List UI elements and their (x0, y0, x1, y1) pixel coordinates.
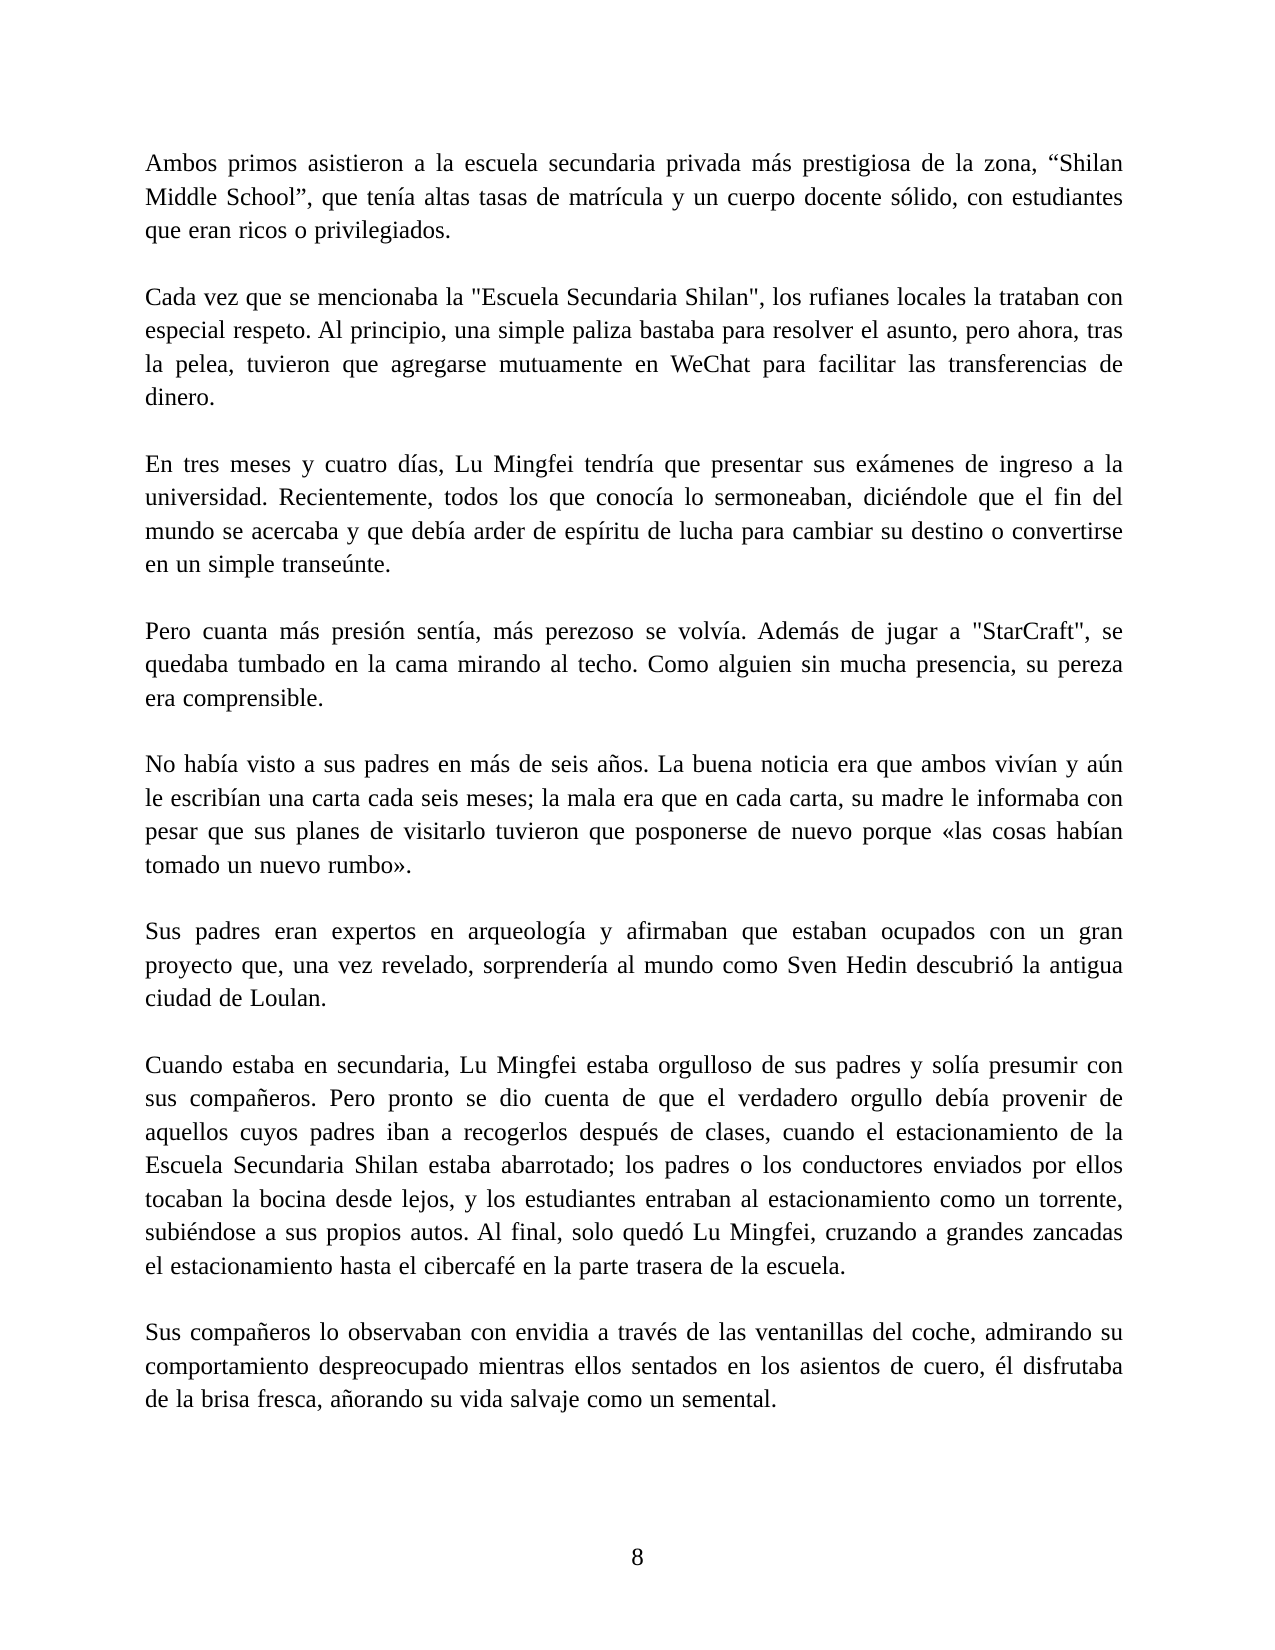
paragraph: Cada vez que se mencionaba la "Escuela Secundaria Shilan", los rufianes locales la trataban con especial respeto. Al principio, una simple paliza bastaba para resolver el asunto, pero ahora, tras la pelea, tuvieron que agregarse mutuamente en WeChat para facilitar las transferencias de dinero. (145, 283, 1123, 411)
paragraph: En tres meses y cuatro días, Lu Mingfei tendría que presentar sus exámenes de ingreso a la universidad. Recientemente, todos los que conocía lo sermoneaban, diciéndole que el fin del mundo se acercaba y que debía arder de espíritu de lucha para cambiar su destino o convertirse en un simple transeúnte. (145, 450, 1123, 578)
page-number: 8 (631, 1544, 644, 1571)
paragraph: Ambos primos asistieron a la escuela secundaria privada más prestigiosa de la zona, “Shilan Middle School”, que tenía altas tasas de matrícula y un cuerpo docente sólido, con estudiantes que eran ricos o privilegiados. (145, 150, 1123, 244)
paragraph: Cuando estaba en secundaria, Lu Mingfei estaba orgulloso de sus padres y solía presumir con sus compañeros. Pero pronto se dio cuenta de que el verdadero orgullo debía provenir de aquellos cuyos padres iban a recogerlos después de clases, cuando el estacionamiento de la Escuela Secundaria Shilan estaba abarrotado; los padres o los conductores enviados por ellos tocaban la bocina desde lejos, y los estudiantes entraban al estacionamiento como un torrente, subiéndose a sus propios autos. Al final, solo quedó Lu Mingfei, cruzando a grandes zancadas el estacionamiento hasta el cibercafé en la parte trasera de la escuela. (145, 1051, 1123, 1280)
text-body (145, 147, 1123, 1450)
paragraph: Sus padres eran expertos en arqueología y afirmaban que estaban ocupados con un gran proyecto que, una vez revelado, sorprendería al mundo como Sven Hedin descubrió la antigua ciudad de Loulan. (145, 918, 1123, 1012)
paragraph: No había visto a sus padres en más de seis años. La buena noticia era que ambos vivían y aún le escribían una carta cada seis meses; la mala era que en cada carta, su madre le informaba con pesar que sus planes de visitarlo tuvieron que posponerse de nuevo porque «las cosas habían tomado un nuevo rumbo». (145, 751, 1123, 879)
paragraph: Sus compañeros lo observaban con envidia a través de las ventanillas del coche, admirando su comportamiento despreocupado mientras ellos sentados en los asientos de cuero, él disfrutaba de la brisa fresca, añorando su vida salvaje como un semental. (145, 1319, 1123, 1413)
paragraph: Pero cuanta más presión sentía, más perezoso se volvía. Además de jugar a "StarCraft", se quedaba tumbado en la cama mirando al techo. Como alguien sin mucha presencia, su pereza era comprensible. (145, 617, 1123, 712)
